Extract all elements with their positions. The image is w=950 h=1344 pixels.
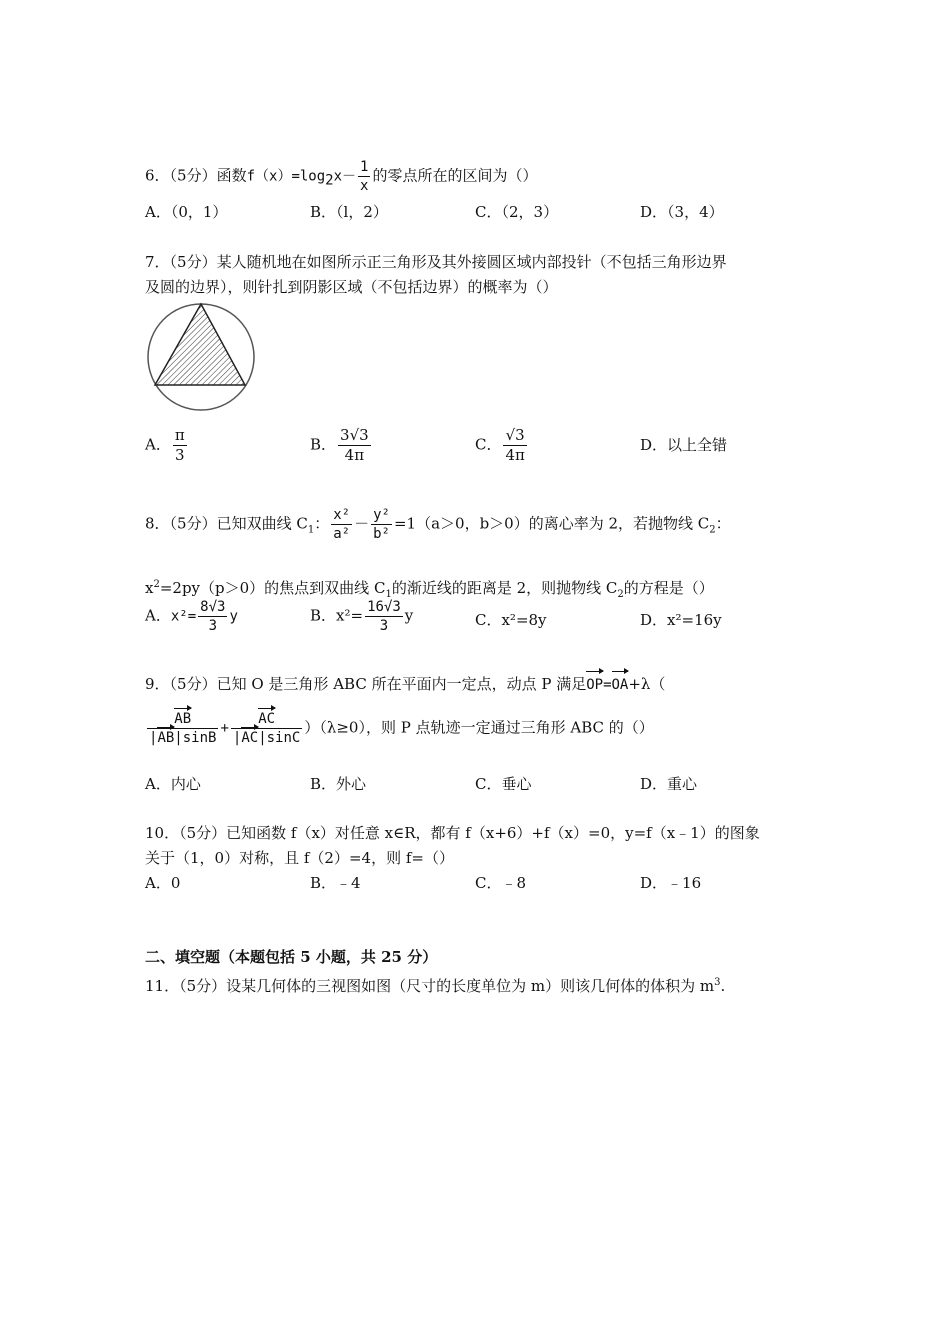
q8-option-c[interactable]: C．x²=8y — [475, 611, 547, 629]
q10-option-a[interactable]: A．0 — [145, 874, 181, 892]
q8-stem-line2: $x^2=2py(p>0)$的焦点到双曲线 $C_1$的渐近线的距离是 2，则抛物线 $C_2$的方程是（） — [145, 579, 714, 600]
q7-option-c[interactable]: C． $\frac{√3}{4\pi}$ — [475, 426, 525, 464]
q8-option-d[interactable]: D．x²=16y — [640, 611, 722, 629]
q7-option-a[interactable]: A． $\frac{\pi}{3}$ — [145, 426, 185, 464]
q9-option-b[interactable]: B．外心 — [310, 775, 367, 793]
q10-stem-line1: 10．（5分）已知函数 f（x）对任意 x∈R，都有 f（x+6）+f（x）=0，y=f（x﹣1）的图象 — [145, 824, 760, 842]
circle-triangle-figure — [145, 300, 260, 412]
q8-option-b[interactable]: B．x²= $\frac{16√3}{3}$ y — [310, 599, 414, 634]
vector-oa: OA — [611, 677, 629, 693]
q6-option-d[interactable]: D．（3，4） — [640, 203, 724, 221]
q7-stem-line2: 及圆的边界），则针扎到阴影区域（不包括边界）的概率为（） — [145, 278, 558, 296]
q6-option-c[interactable]: C．（2，3） — [475, 203, 559, 221]
q10-option-c[interactable]: C．﹣8 — [475, 874, 527, 892]
q6-stem: 6．（5分）函数$f(x)=\log_2x-$ $\frac{1}{x}$ 的零点所在的区间为（） — [145, 159, 538, 194]
q9-fraction-ab: $\frac{AB}{|AB|\sin B}$ — [149, 711, 217, 746]
q9-option-d[interactable]: D．重心 — [640, 775, 698, 793]
q7-option-d[interactable]: D．以上全错 — [640, 436, 728, 454]
section-heading: 二、填空题（本题包括 5 小题，共 25 分） — [145, 948, 438, 966]
q8-stem-line1: 8．（5分）已知双曲线 $C_1$： $\frac{\text{x²}}{\text{a²}}$ － $\frac{\text{y²}}{\text{b²}}$ =1（a＞0，b＞0）的离心率为 2，若抛物线 $C_2$： — [145, 507, 731, 542]
q10-stem-line2: 关于（1，0）对称，且 f（2）=4，则 f=（） — [145, 849, 454, 867]
q8-option-a[interactable]: A．x²= $\frac{8√3}{3}$ y — [145, 599, 238, 634]
q6-fraction: $\frac{1}{x}$ — [360, 159, 369, 194]
vector-op: OP — [586, 677, 604, 693]
q6-option-a[interactable]: A．（0，1） — [145, 203, 228, 221]
q9-fraction-ac: $\frac{AC}{|AC|\sin C}$ — [232, 711, 301, 746]
q6-option-b[interactable]: B．（l，2） — [310, 203, 388, 221]
q10-option-d[interactable]: D．﹣16 — [640, 874, 702, 892]
q10-option-b[interactable]: B．﹣4 — [310, 874, 361, 892]
q11-stem: 11．（5分）设某几何体的三视图如图（尺寸的长度单位为 m）则该几何体的体积为 $m^3$. — [145, 977, 726, 995]
q7-stem-line1: 7．（5分）某人随机地在如图所示正三角形及其外接圆区域内部投针（不包括三角形边界 — [145, 253, 727, 271]
q9-stem-line1: 9．（5分）已知 O 是三角形 ABC 所在平面内一定点，动点 P 满足OP=OA+λ（ — [145, 675, 666, 693]
q9-option-c[interactable]: C．垂心 — [475, 775, 532, 793]
q9-stem-line2: $\frac{AB}{|AB|\sin B}$ + $\frac{AC}{|AC|\sin C}$ ）（λ≥0），则 P 点轨迹一定通过三角形 ABC 的（） — [149, 711, 654, 746]
q7-option-b[interactable]: B． $\frac{3√3}{4\pi}$ — [310, 426, 369, 464]
q9-option-a[interactable]: A．内心 — [145, 775, 201, 793]
